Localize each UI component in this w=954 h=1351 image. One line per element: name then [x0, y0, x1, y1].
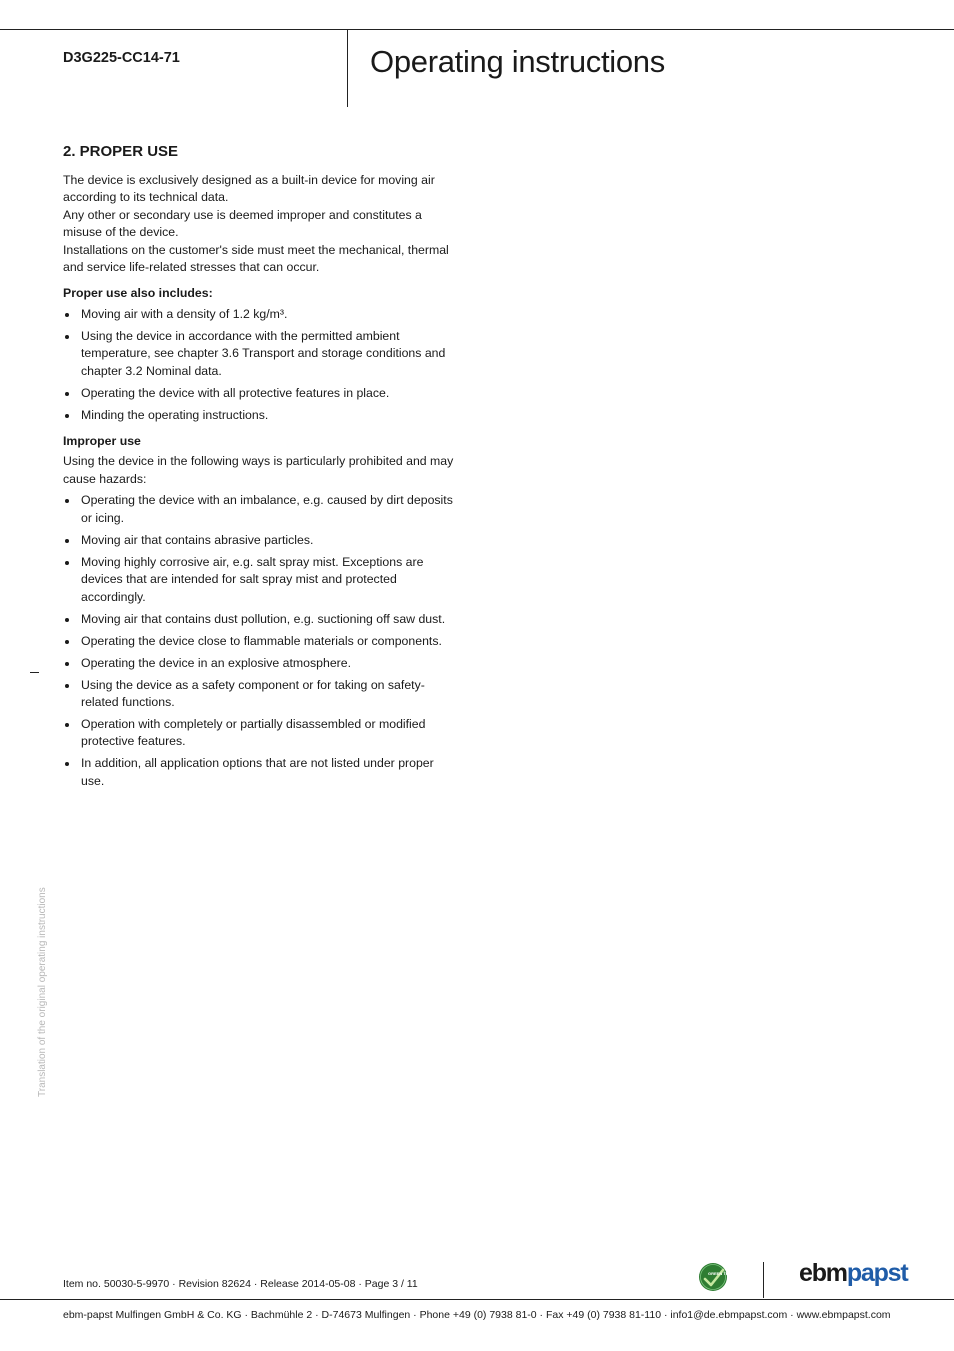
bullet-icon — [65, 561, 69, 565]
side-note: Translation of the original operating instructions — [37, 887, 48, 1097]
margin-mark — [30, 672, 39, 673]
list-item: Moving air that contains abrasive particles. — [63, 532, 458, 549]
proper-use-heading: Proper use also includes: — [63, 286, 213, 301]
improper-use-intro: Using the device in the following ways is particularly prohibited and may cause hazards: — [63, 454, 454, 486]
bullet-icon — [65, 313, 69, 317]
bullet-icon — [65, 723, 69, 727]
bullet-icon — [65, 499, 69, 503]
list-item: Moving air that contains dust pollution, e.g. suctioning off saw dust. — [63, 611, 458, 628]
section-proper-use — [63, 142, 458, 795]
list-item: Moving air with a density of 1.2 kg/m³. — [63, 306, 458, 323]
intro-paragraph: Installations on the customer's side must meet the mechanical, thermal and service life-related stresses that can occur. — [63, 242, 449, 275]
bullet-icon — [65, 662, 69, 666]
bullet-icon — [65, 392, 69, 396]
list-item: Operation with completely or partially disassembled or modified protective features. — [63, 716, 458, 751]
list-item: Operating the device with all protective features in place. — [63, 385, 458, 402]
header-divider — [347, 29, 348, 107]
footer-contact: ebm-papst Mulfingen GmbH & Co. KG · Bachmühle 2 · D-74673 Mulfingen · Phone +49 (0) 7938 81-0 · Fax +49 (0) 7938 81-110 · info1@de.ebmpapst.com · www.ebmpapst.com — [63, 1309, 891, 1321]
list-item: Moving highly corrosive air, e.g. salt spray mist. Exceptions are devices that are intended for salt spray mist and protected accordingly. — [63, 554, 458, 606]
section-heading: 2. PROPER USE — [63, 143, 179, 160]
bullet-icon — [65, 618, 69, 622]
bullet-icon — [65, 640, 69, 644]
list-item: Using the device in accordance with the permitted ambient temperature, see chapter 3.6 Transport and storage conditions and chapter 3.2 Nominal data. — [63, 328, 458, 380]
bullet-icon — [65, 684, 69, 688]
header-top-rule — [0, 29, 954, 30]
list-item: Minding the operating instructions. — [63, 407, 458, 424]
footer-rule — [0, 1299, 954, 1300]
document-code: D3G225-CC14-71 — [63, 50, 180, 66]
bullet-icon — [65, 414, 69, 418]
intro-paragraph: Any other or secondary use is deemed improper and constitutes a misuse of the device. — [63, 207, 422, 240]
intro-paragraph: The device is exclusively designed as a built-in device for moving air according to its technical data. — [63, 173, 435, 205]
greentech-badge-icon — [698, 1262, 735, 1292]
list-item: Operating the device in an explosive atmosphere. — [63, 655, 458, 672]
bullet-icon — [65, 762, 69, 766]
logo-divider — [763, 1262, 764, 1298]
list-item: Operating the device with an imbalance, e.g. caused by dirt deposits or icing. — [63, 492, 458, 527]
list-item: Operating the device close to flammable materials or components. — [63, 633, 458, 650]
list-item: Using the device as a safety component or for taking on safety-related functions. — [63, 677, 458, 712]
company-logo: ebmpapst — [799, 1259, 908, 1287]
bullet-icon — [65, 335, 69, 339]
improper-use-list — [63, 492, 458, 790]
list-item: In addition, all application options that are not listed under proper use. — [63, 755, 458, 790]
greentech-text: GREEN TECH — [708, 1271, 735, 1276]
improper-use-heading: Improper use — [63, 434, 141, 449]
proper-use-list — [63, 306, 458, 424]
item-info: Item no. 50030-5-9970 · Revision 82624 · Release 2014-05-08 · Page 3 / 11 — [63, 1278, 418, 1290]
page-title: Operating instructions — [370, 44, 665, 79]
bullet-icon — [65, 539, 69, 543]
